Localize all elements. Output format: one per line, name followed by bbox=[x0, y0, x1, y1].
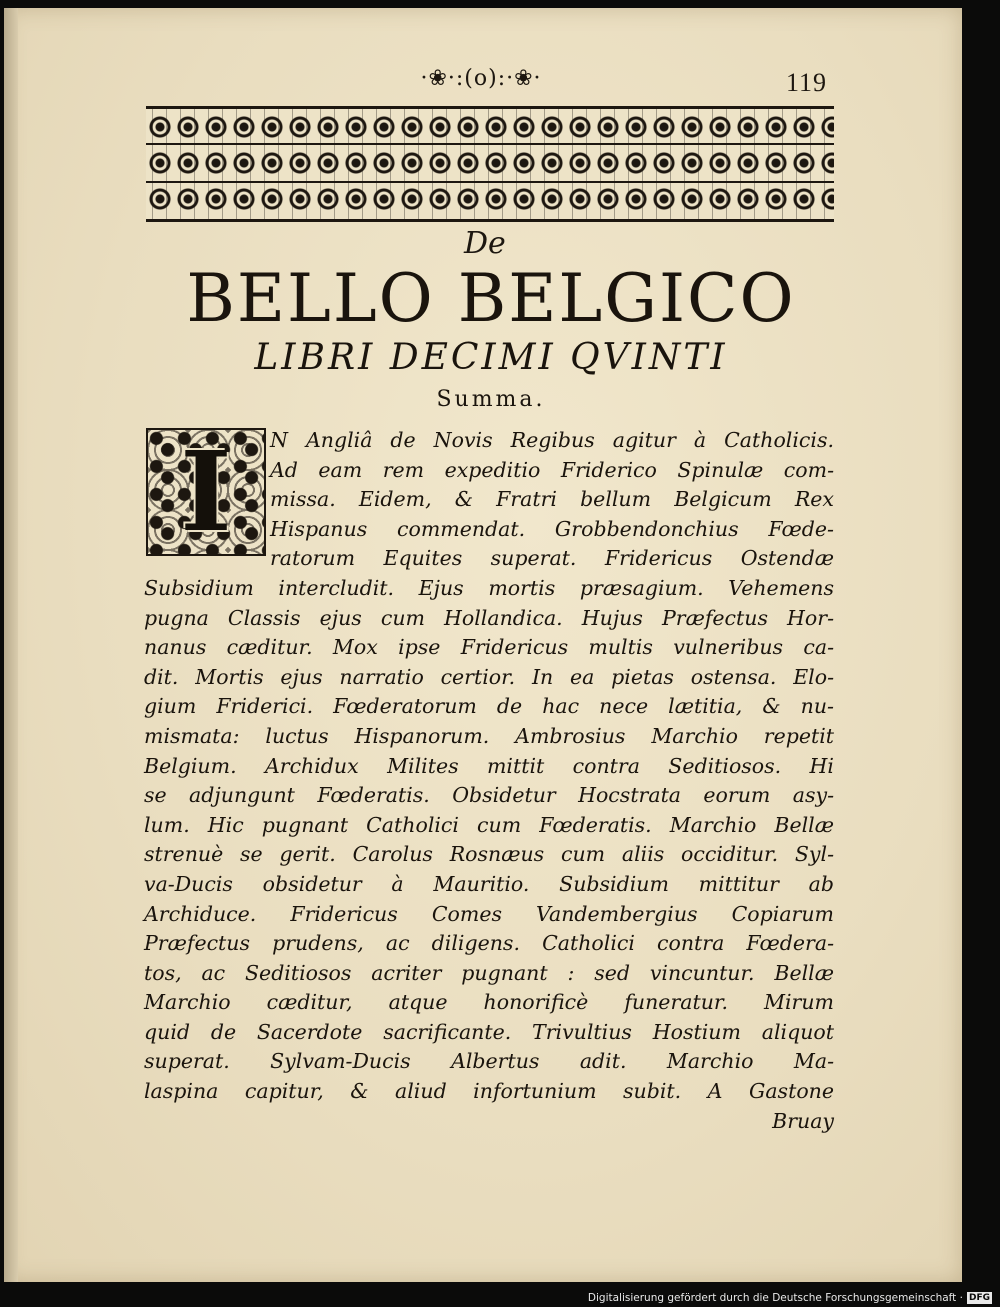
text-line: pugna Classis ejus cum Hollandica. Hujus Præfectus Hor- bbox=[144, 605, 834, 630]
top-ornament: ·❀·:(o):·❀· bbox=[420, 66, 542, 91]
footer-credit: Digitalisierung gefördert durch die Deutsche Forschungsgemeinschaft · bbox=[587, 1292, 963, 1304]
text-line: Præfectus prudens, ac diligens. Catholici contra Fœdera- bbox=[144, 931, 834, 956]
text-line: Subsidium intercludit. Ejus mortis præsagium. Vehemens bbox=[144, 575, 834, 600]
summary-text bbox=[144, 426, 834, 1136]
book-page bbox=[4, 8, 962, 1282]
text-line: Hispanus commendat. Grobbendonchius Fœde- bbox=[270, 516, 834, 541]
text-line: gium Friderici. Fœderatorum de hac nece lætitia, & nu- bbox=[144, 694, 834, 719]
page-binding-edge bbox=[4, 8, 18, 1282]
catchword: Bruay bbox=[772, 1108, 834, 1133]
page-title: BELLO BELGICO bbox=[186, 260, 796, 337]
text-line: nanus cæditur. Mox ipse Fridericus multis vulneribus ca- bbox=[144, 635, 834, 660]
dfg-logo-icon: DFG bbox=[968, 1293, 990, 1303]
drop-cap-letter: I bbox=[180, 428, 232, 556]
page-number: 119 bbox=[786, 68, 828, 97]
text-line: dit. Mortis ejus narratio certior. In ea pietas ostensa. Elo- bbox=[144, 664, 834, 689]
text-line: Archiduce. Fridericus Comes Vandembergius Copiarum bbox=[144, 901, 834, 926]
text-line: quid de Sacerdote sacrificante. Trivultius Hostium aliquot bbox=[144, 1019, 834, 1044]
text-line: missa. Eidem, & Fratri bellum Belgicum Rex bbox=[270, 487, 834, 512]
text-line: ratorum Equites superat. Fridericus Ostendæ bbox=[270, 546, 834, 571]
text-line: laspina capitur, & aliud infortunium subit. A Gastone bbox=[144, 1079, 834, 1104]
text-line: Marchio cæditur, atque honorificè funeratur. Mirum bbox=[144, 990, 834, 1015]
text-line: N Angliâ de Novis Regibus agitur à Catholicis. bbox=[270, 428, 834, 452]
text-line: Ad eam rem expeditio Friderico Spinulæ com- bbox=[270, 457, 834, 482]
text-line: se adjungunt Fœderatis. Obsidetur Hocstrata eorum asy- bbox=[144, 783, 834, 808]
text-line: mismata: luctus Hispanorum. Ambrosius Marchio repetit bbox=[144, 723, 834, 748]
text-line: Belgium. Archidux Milites mittit contra Seditiosos. Hi bbox=[144, 753, 834, 778]
text-line: strenuè se gerit. Carolus Rosnæus cum aliis occiditur. Syl- bbox=[144, 842, 834, 867]
text-line: tos, ac Seditiosos acriter pugnant : sed vincuntur. Bellæ bbox=[144, 960, 834, 985]
text-line: lum. Hic pugnant Catholici cum Fœderatis. Marchio Bellæ bbox=[144, 812, 834, 837]
digitization-footer bbox=[588, 1290, 992, 1306]
heading-de: De bbox=[464, 226, 506, 261]
decorative-headpiece bbox=[146, 106, 834, 222]
summa-heading: Summa. bbox=[436, 387, 546, 412]
page-subtitle: LIBRI DECIMI QVINTI bbox=[254, 337, 728, 378]
text-line: superat. Sylvam-Ducis Albertus adit. Marchio Ma- bbox=[144, 1049, 834, 1074]
text-line: va-Ducis obsidetur à Mauritio. Subsidium mittitur ab bbox=[144, 871, 834, 896]
